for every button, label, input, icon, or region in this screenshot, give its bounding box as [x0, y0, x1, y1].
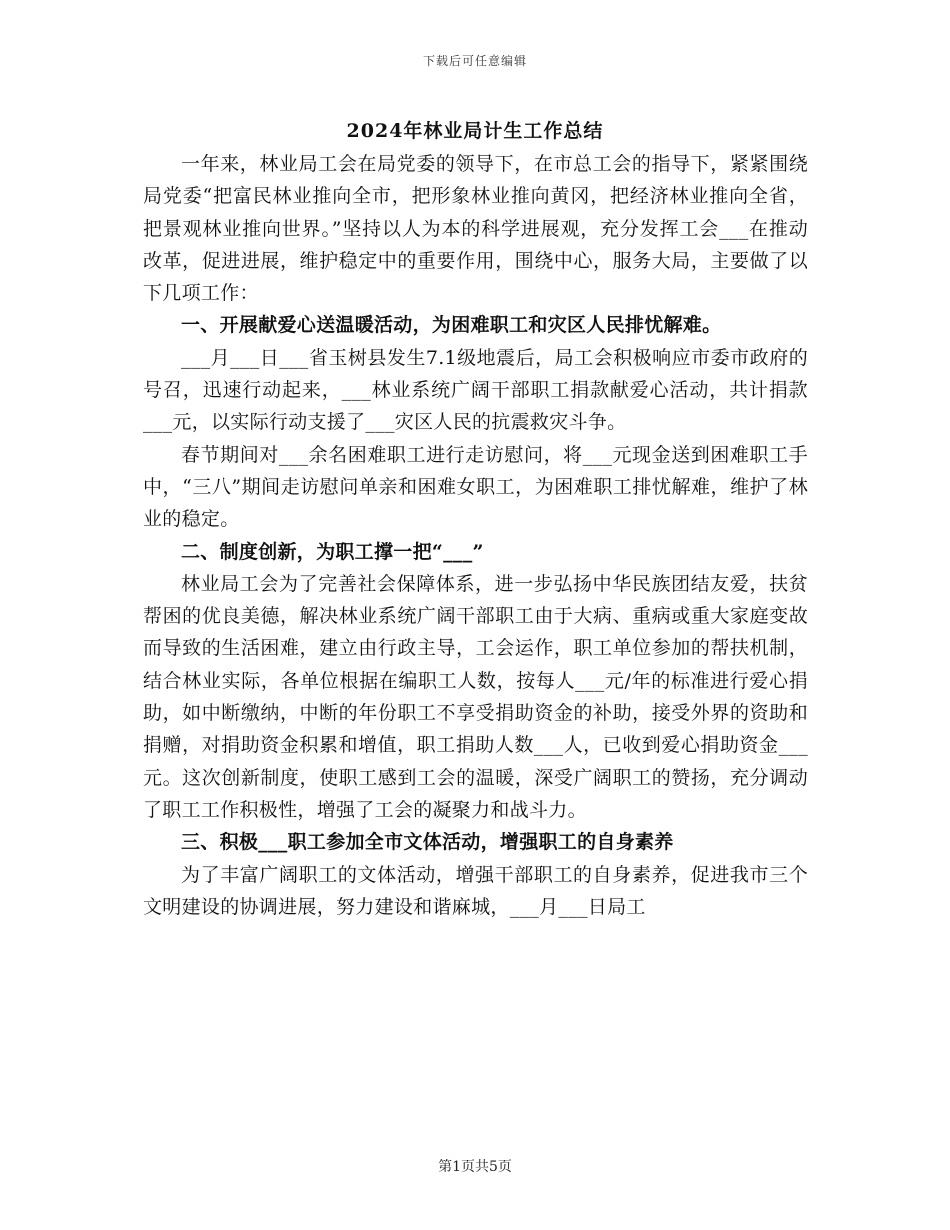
section-heading-3: 三、积极___职工参加全市文体活动，增强职工的自身素养 [181, 831, 674, 854]
paragraph-spring-festival-visits: 春节期间对___余名困难职工进行走访慰问，将___元现金送到困难职工手中，“三八”期间走访慰问单亲和困难女职工，为困难职工排忧解难，维护了林业的稳定。 [143, 443, 808, 531]
page-footer: 第1页共5页 [438, 1159, 512, 1175]
section-heading-1: 一、开展献爱心送温暖活动，为困难职工和灾区人民排忧解难。 [181, 314, 722, 337]
document-body [143, 148, 808, 923]
header-note: 下载后可任意编辑 [422, 54, 527, 68]
paragraph-cultural-activities: 为了丰富广阔职工的文体活动，增强干部职工的自身素养，促进我市三个文明建设的协调进展，努力建设和谐麻城，___月___日局工 [143, 863, 808, 918]
section-heading-2: 二、制度创新，为职工撑一把“___” [181, 540, 484, 563]
document-title: 2024年林业局计生工作总结 [346, 120, 604, 142]
paragraph-system-innovation: 林业局工会为了完善社会保障体系，进一步弘扬中华民族团结友爱，扶贫帮困的优良美德，解决林业系统广阔干部职工由于大病、重病或重大家庭变故而导致的生活困难，建立由行政主导，工会运作，职工单位参加的帮扶机制，结合林业实际，各单位根据在编职工人数，按每人___元/年的标准进行爱心捐助，如中断缴纳，中断的年份职工不享受捐助资金的补助，接受外界的资助和捐赠，对捐助资金积累和增值，职工捐助人数___人，已收到爱心捐助资金___元。这次创新制度，使职工感到工会的温暖，深受广阔职工的赞扬，充分调动了职工工作积极性，增强了工会的凝聚力和战斗力。 [143, 572, 808, 821]
paragraph-earthquake-donation: ___月___日___省玉树县发生7.1级地震后，局工会积极响应市委市政府的号召，迅速行动起来，___林业系统广阔干部职工捐款献爱心活动，共计捐款___元，以实际行动支援了___灾区人民的抗震救灾斗争。 [143, 346, 808, 434]
intro-paragraph: 一年来，林业局工会在局党委的领导下，在市总工会的指导下，紧紧围绕局党委“把富民林业推向全市，把形象林业推向黄冈，把经济林业推向全省，把景观林业推向世界。”坚持以人为本的科学进展观，充分发挥工会___在推动改革，促进进展，维护稳定中的重要作用，围绕中心，服务大局，主要做了以下几项工作： [143, 153, 808, 305]
